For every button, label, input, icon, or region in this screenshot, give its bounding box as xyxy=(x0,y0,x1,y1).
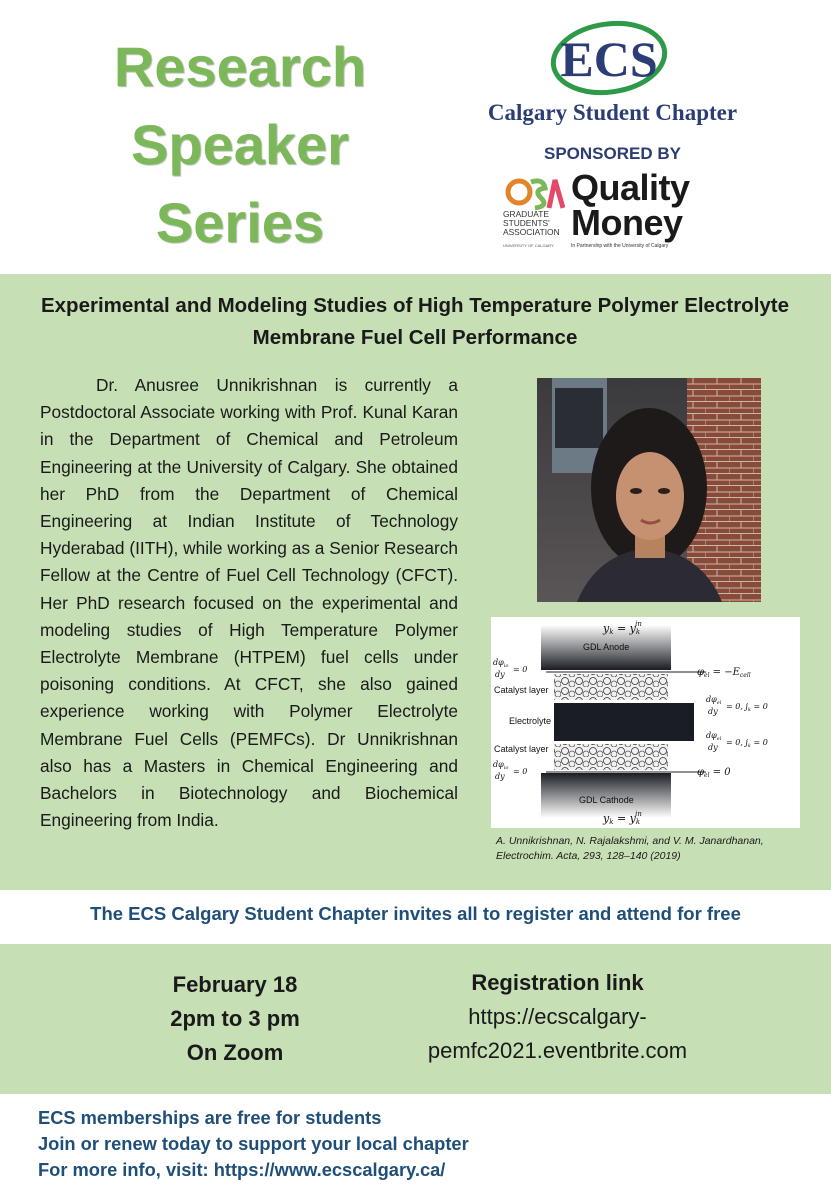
speaker-bio: Dr. Anusree Unnikrishnan is currently a Postdoctoral Associate working with Prof. Kunal Karan in the Department of Chemical and Petroleum Engineering at the University of Calgary. She obtained her PhD from the Department of Chemical Engineering at Indian Institute of Technology Hyderabad (IITH), while working as a Senior Research Fellow at the Centre of Fuel Cell Technology (CFCT). Her PhD research focused on the experimental and modeling studies of High Temperature Polymer Electrolyte Membrane (HTPEM) fuel cells under poisoning conditions. At CFCT, she also gained experience working with Polymer Electrolyte Membrane Fuel Cells (PEMFCs). Dr Unnikrishnan also has a Masters in Chemical Engineering and Bachelors in Biotechnology and Biochemical Engineering from India. xyxy=(40,375,458,831)
footer xyxy=(38,1105,808,1183)
bc-left-top: $d\varphi_{io}$ dy= 0 xyxy=(493,658,528,679)
event-time: 2pm to 3 pm xyxy=(170,1006,300,1031)
sponsored-by-label: SPONSORED BY xyxy=(544,144,681,163)
registration-heading: Registration link xyxy=(471,970,644,995)
bc-left-bottom: $d\varphi_{io}$ dy= 0 xyxy=(493,760,528,781)
quality-money-wordmark: Quality Money xyxy=(571,167,690,243)
catalyst-layer-bottom-block xyxy=(554,744,668,770)
gsa-wordmark: GRADUATE STUDENTS' ASSOCIATION xyxy=(503,209,560,237)
bc-yk-bottom: yk = ykin xyxy=(603,810,642,826)
footer-line-website[interactable]: For more info, visit: https://www.ecscalgary.ca/ xyxy=(38,1159,446,1180)
bc-phi-top: $\varphi_{el} = -E_{cell}$ xyxy=(697,667,751,679)
electrolyte-block xyxy=(554,703,694,741)
registration-url-line1[interactable]: https://ecscalgary- xyxy=(468,1004,647,1029)
bc-right-top: $d\varphi_{el}$ dy= 0, $j_k = 0$ xyxy=(706,695,768,716)
ecs-logo-text: ECS xyxy=(560,31,658,87)
footer-line-join: Join or renew today to support your local chapter xyxy=(38,1133,469,1154)
fuel-cell-diagram-figure xyxy=(491,617,800,828)
invite-banner: The ECS Calgary Student Chapter invites all to register and attend for free xyxy=(90,903,741,924)
gdl-cathode-label: GDL Cathode xyxy=(579,795,634,805)
registration-url-line2[interactable]: pemfc2021.eventbrite.com xyxy=(427,1038,688,1063)
series-title: Research Speaker Series xyxy=(113,35,367,254)
figure-citation: A. Unnikrishnan, N. Rajalakshmi, and V. M. Janardhanan, Electrochim. Acta, 293, 128–140 (2019) xyxy=(496,835,764,862)
electrolyte-label: Electrolyte xyxy=(509,716,552,726)
catalyst-layer-top-label: Catalyst layer xyxy=(494,685,549,695)
catalyst-layer-bottom-label: Catalyst layer xyxy=(494,744,549,754)
catalyst-layer-top-block xyxy=(554,674,668,700)
event-date: February 18 xyxy=(172,972,298,997)
fuel-cell-diagram xyxy=(491,617,800,828)
event-venue: On Zoom xyxy=(186,1040,284,1065)
ecs-logo xyxy=(548,18,670,102)
footer-line-membership: ECS memberships are free for students xyxy=(38,1107,382,1128)
gsa-logo-icon xyxy=(505,174,565,214)
speaker-photo xyxy=(537,378,761,602)
bc-right-bottom: $d\varphi_{el}$ dy= 0, $j_k = 0$ xyxy=(706,731,768,752)
chapter-name: Calgary Student Chapter xyxy=(487,100,738,125)
bc-yk-top: yk = ykin xyxy=(603,620,642,636)
gdl-anode-label: GDL Anode xyxy=(583,642,630,652)
quality-money-subtitle: In Partnership with the University of Calgary xyxy=(571,243,669,249)
gsa-subtitle: UNIVERSITY OF CALGARY xyxy=(503,243,554,248)
talk-title: Experimental and Modeling Studies of High Temperature Polymer Electrolyte Membrane Fuel Cell Performance xyxy=(40,294,790,349)
bc-phi-bottom: $\varphi_{el} = 0$ xyxy=(697,767,731,779)
registration-link[interactable] xyxy=(390,1000,725,1068)
event-details xyxy=(130,968,340,1070)
